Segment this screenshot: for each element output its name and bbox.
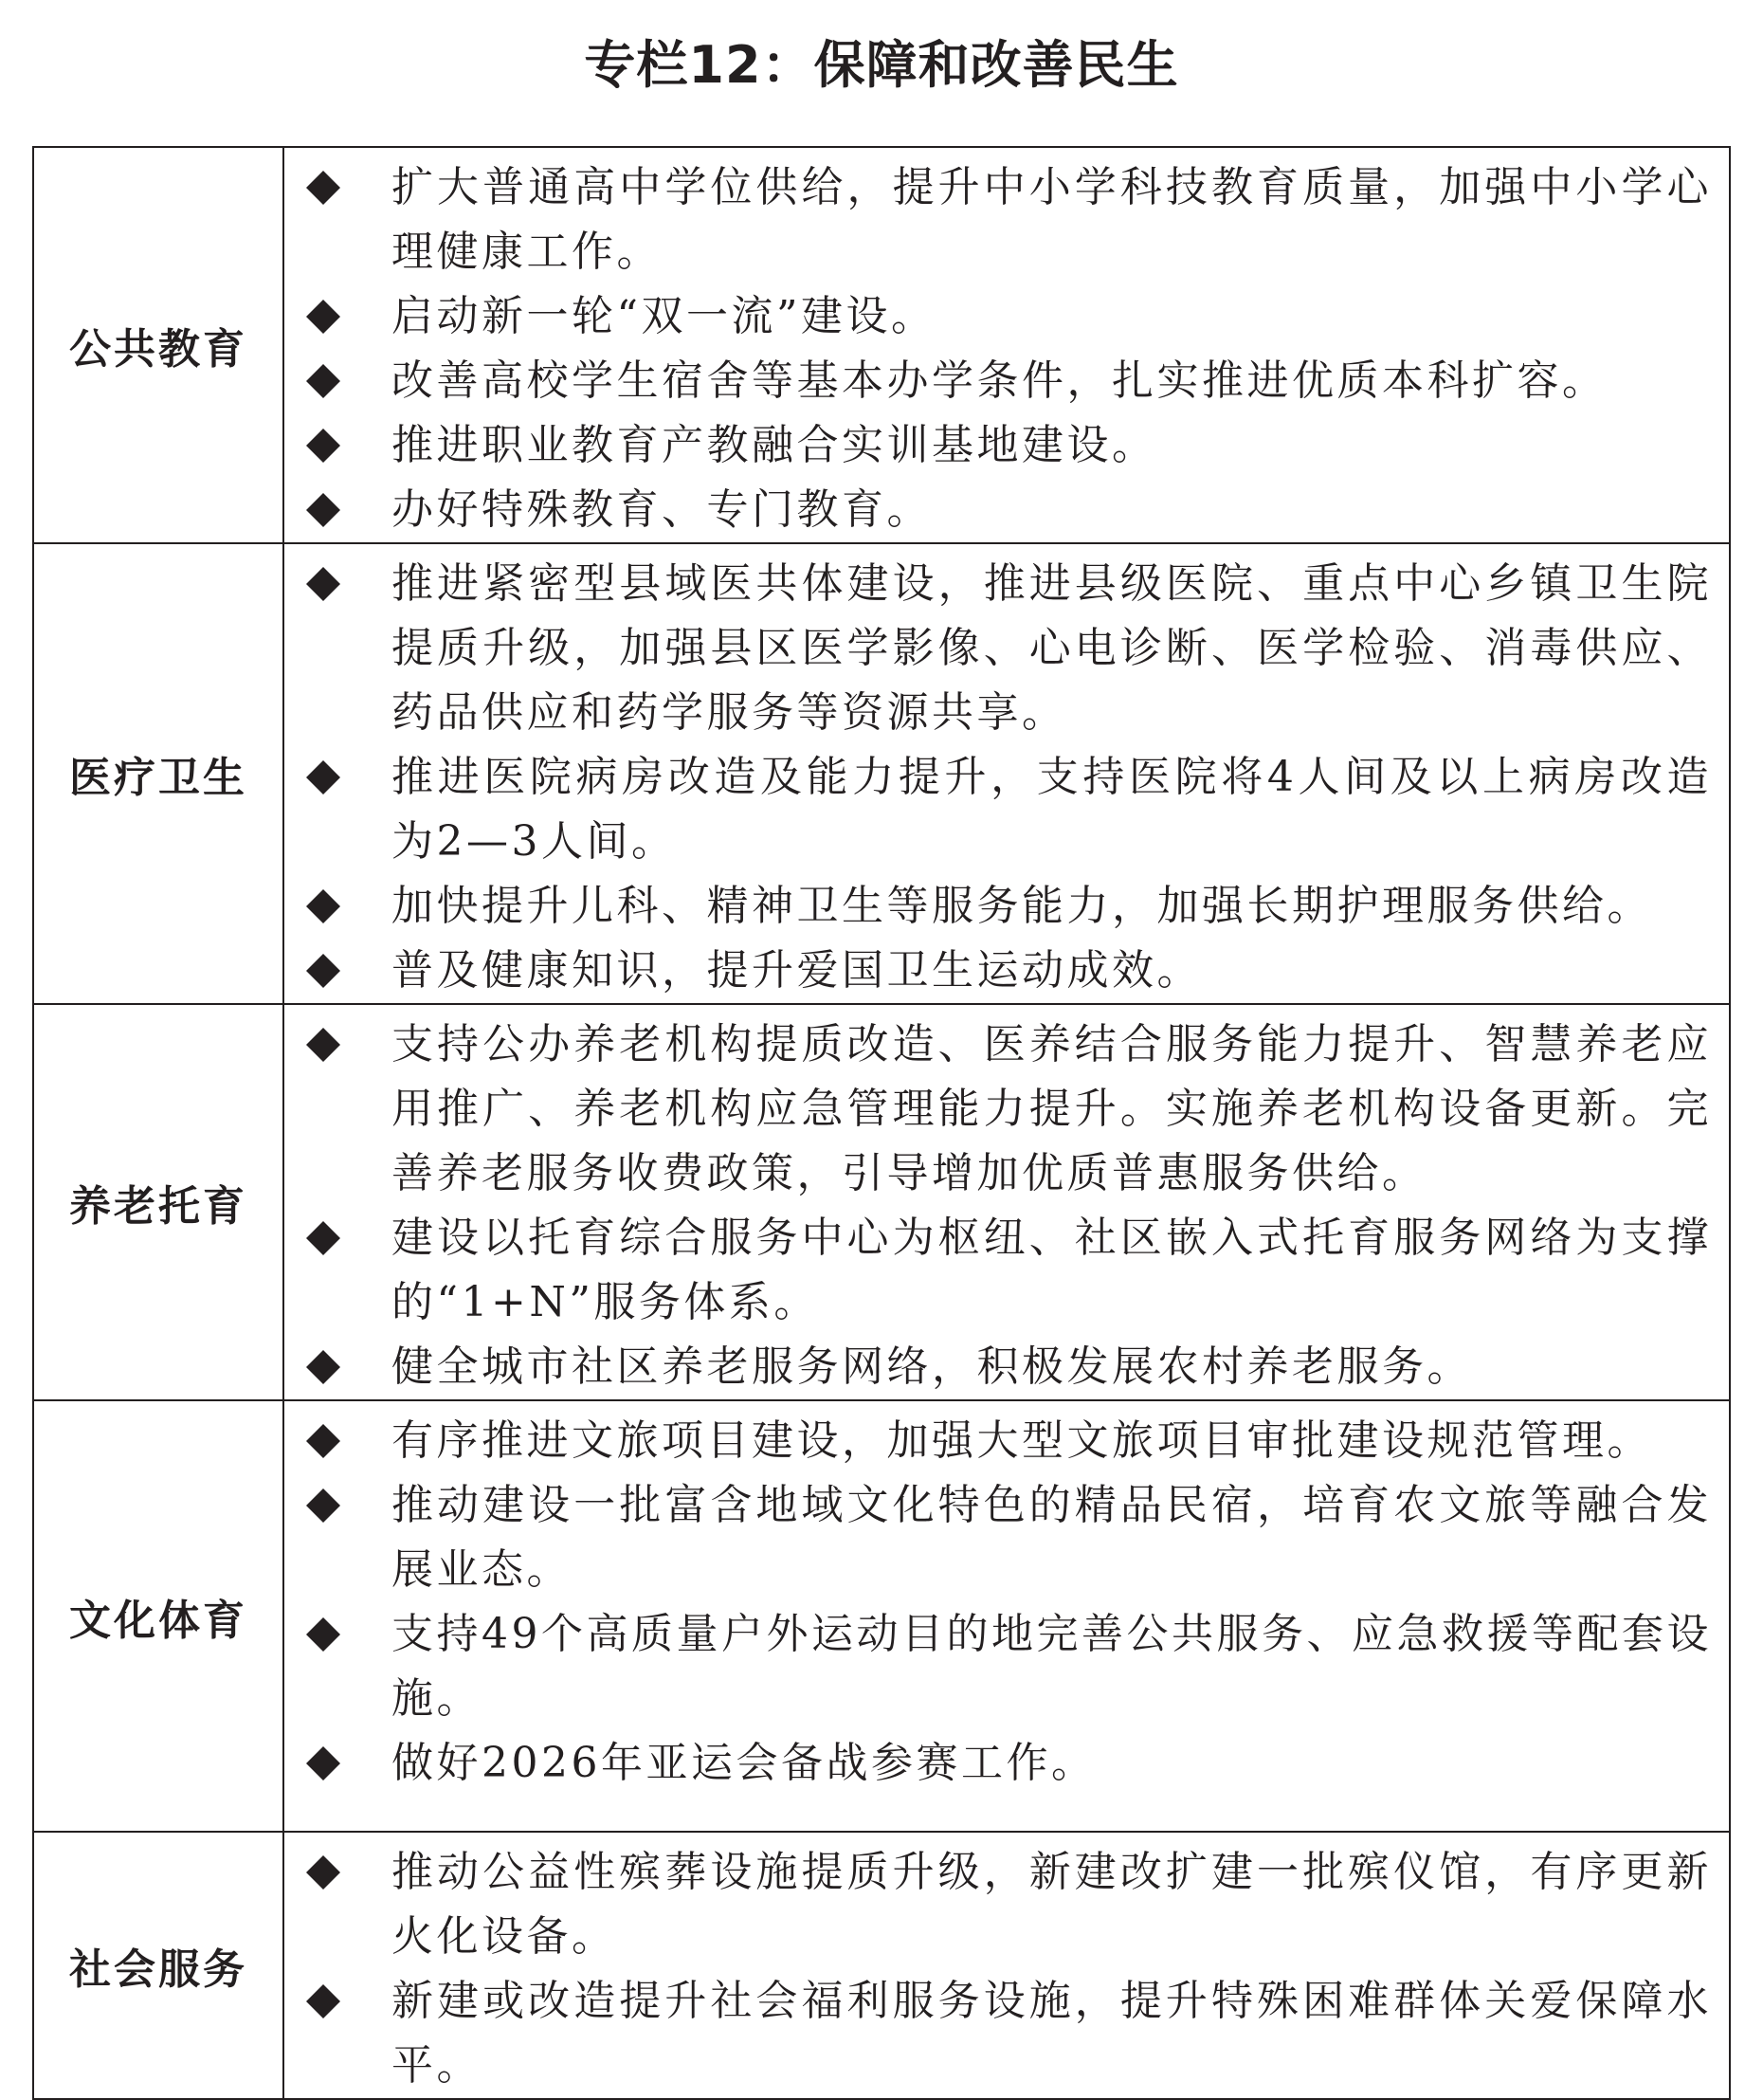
list-item <box>284 349 1712 413</box>
diamond-icon <box>301 1473 345 1538</box>
list-item-text: 健全城市社区养老服务网络，积极发展农村养老服务。 <box>391 1342 1472 1391</box>
list-item-text: 推动建设一批富含地域文化特色的精品民宿，培育农文旅等融合发展业态。 <box>391 1481 1712 1594</box>
table-row <box>33 1832 1730 2099</box>
category-label: 文化体育 <box>33 1400 283 1832</box>
diamond-icon <box>301 284 345 349</box>
list-item <box>284 284 1712 349</box>
diamond-icon <box>301 1206 345 1270</box>
list-item <box>284 1473 1712 1602</box>
list-item-text: 改善高校学生宿舍等基本办学条件，扎实推进优质本科扩容。 <box>391 356 1608 405</box>
category-items <box>283 543 1730 1004</box>
diamond-icon <box>301 1969 345 2034</box>
list-item-text: 推进紧密型县域医共体建设，推进县级医院、重点中心乡镇卫生院提质升级，加强县区医学影像、心电诊断、医学检验、消毒供应、药品供应和药学服务等资源共享。 <box>391 559 1712 737</box>
list-item <box>284 1409 1712 1473</box>
category-label: 医疗卫生 <box>33 543 283 1004</box>
list-item-text: 扩大普通高中学位供给，提升中小学科技教育质量，加强中小学心理健康工作。 <box>391 163 1712 276</box>
list-item-text: 推动公益性殡葬设施提质升级，新建改扩建一批殡仪馆，有序更新火化设备。 <box>391 1848 1712 1961</box>
diamond-icon <box>301 478 345 542</box>
list-item <box>284 413 1712 478</box>
list-item <box>284 478 1712 542</box>
table-row <box>33 1004 1730 1400</box>
list-item <box>284 1840 1712 1969</box>
diamond-icon <box>301 1013 345 1077</box>
diamond-icon <box>301 552 345 616</box>
diamond-icon <box>301 1731 345 1796</box>
diamond-icon <box>301 1335 345 1399</box>
category-items <box>283 147 1730 543</box>
list-item <box>284 1602 1712 1731</box>
list-item <box>284 1969 1712 2098</box>
list-item <box>284 1206 1712 1335</box>
diamond-icon <box>301 155 345 220</box>
list-item-text: 有序推进文旅项目建设，加强大型文旅项目审批建设规范管理。 <box>391 1416 1652 1465</box>
list-item-text: 加快提升儿科、精神卫生等服务能力，加强长期护理服务供给。 <box>391 882 1652 930</box>
diamond-icon <box>301 874 345 939</box>
table-row <box>33 543 1730 1004</box>
list-item-text: 办好特殊教育、专门教育。 <box>391 485 932 534</box>
list-item-text: 做好2026年亚运会备战参赛工作。 <box>391 1739 1097 1787</box>
list-item-text: 普及健康知识，提升爱国卫生运动成效。 <box>391 946 1202 995</box>
category-label: 社会服务 <box>33 1832 283 2099</box>
list-item <box>284 1335 1712 1399</box>
list-item <box>284 155 1712 284</box>
list-item <box>284 552 1712 745</box>
table-row <box>33 1400 1730 1832</box>
diamond-icon <box>301 1409 345 1473</box>
diamond-icon <box>301 413 345 478</box>
list-item-text: 推进医院病房改造及能力提升，支持医院将4人间及以上病房改造为2—3人间。 <box>391 753 1712 866</box>
category-items <box>283 1400 1730 1832</box>
list-item-text: 新建或改造提升社会福利服务设施，提升特殊困难群体关爱保障水平。 <box>391 1977 1712 2090</box>
list-item-text: 支持49个高质量户外运动目的地完善公共服务、应急救援等配套设施。 <box>391 1610 1712 1723</box>
page-title: 专栏12：保障和改善民生 <box>584 35 1179 95</box>
diamond-icon <box>301 1840 345 1905</box>
category-label: 养老托育 <box>33 1004 283 1400</box>
diamond-icon <box>301 1602 345 1667</box>
list-item-text: 启动新一轮“双一流”建设。 <box>391 292 936 340</box>
category-label: 公共教育 <box>33 147 283 543</box>
category-items <box>283 1832 1730 2099</box>
list-item-text: 支持公办养老机构提质改造、医养结合服务能力提升、智慧养老应用推广、养老机构应急管理能力提升。实施养老机构设备更新。完善养老服务收费政策，引导增加优质普惠服务供给。 <box>391 1020 1712 1197</box>
policy-table <box>32 146 1731 2100</box>
diamond-icon <box>301 745 345 810</box>
list-item-text: 推进职业教育产教融合实训基地建设。 <box>391 421 1157 469</box>
list-item-text: 建设以托育综合服务中心为枢纽、社区嵌入式托育服务网络为支撑的“1+N”服务体系。 <box>391 1214 1712 1326</box>
list-item <box>284 1013 1712 1206</box>
table-row <box>33 147 1730 543</box>
list-item <box>284 1731 1712 1796</box>
diamond-icon <box>301 939 345 1003</box>
list-item <box>284 939 1712 1003</box>
list-item <box>284 745 1712 874</box>
diamond-icon <box>301 349 345 413</box>
list-item <box>284 874 1712 939</box>
policy-table-body <box>33 147 1730 2099</box>
category-items <box>283 1004 1730 1400</box>
